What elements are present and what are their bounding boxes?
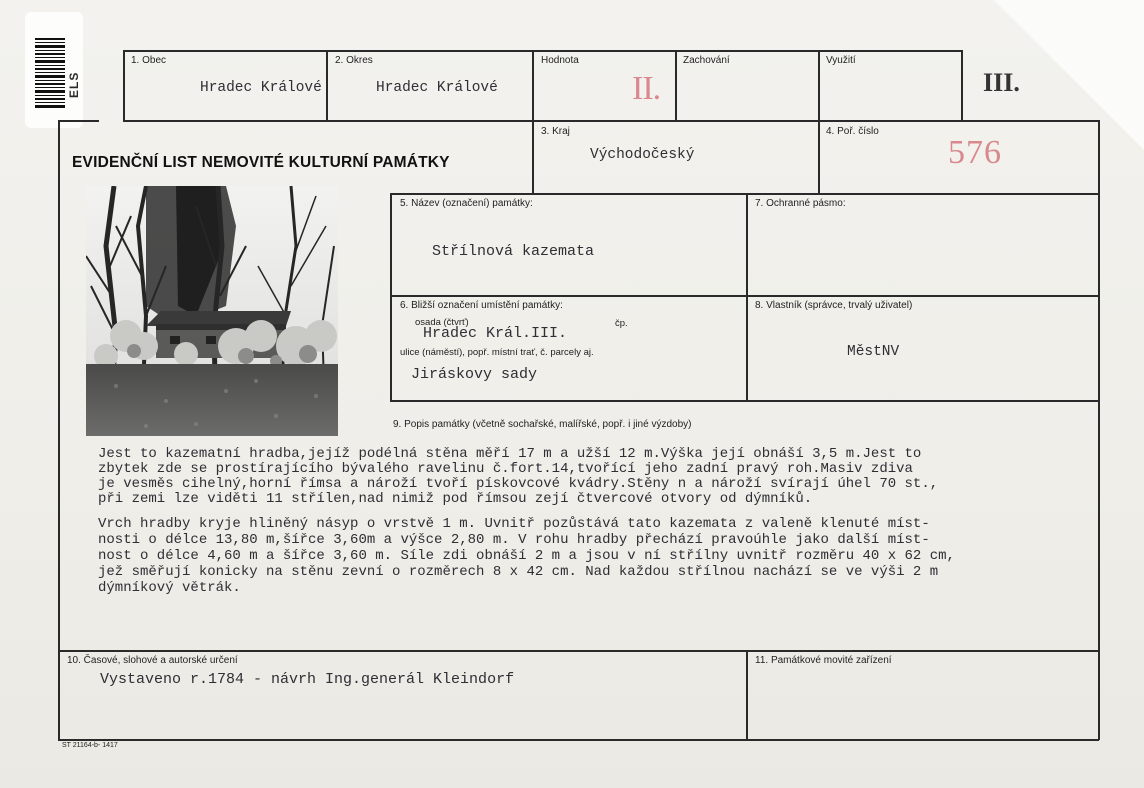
okres-value: Hradec Králové xyxy=(376,80,498,96)
popis-label: 9. Popis památky (včetně sochařské, malířské, popř. i jiné výzdoby) xyxy=(393,419,692,430)
vyuziti-label: Využití xyxy=(826,55,856,66)
popis-line: jež směřují konicky na stěnu zevní o rozměrech 8 x 42 cm. Nad každou střílnou nachází se ve výši 2 m xyxy=(98,564,939,580)
popis-line: dýmníkový větrák. xyxy=(98,580,241,596)
barcode-icon xyxy=(35,38,65,108)
monument-photo xyxy=(86,186,338,436)
obec-label: 1. Obec xyxy=(131,55,167,66)
vlastnik-value: MěstNV xyxy=(847,344,900,360)
hodnota-label: Hodnota xyxy=(541,55,579,66)
nazev-value: Střílnová kazemata xyxy=(432,243,595,260)
movite-label: 11. Památkové movité zařízení xyxy=(755,655,892,666)
urceni-label: 10. Časové, slohové a autorské určení xyxy=(67,655,238,666)
barcode-label xyxy=(25,12,83,128)
popis-line: při zemi lze viděti 11 střílen,nad nimiž pod římsou zejí čtvercové otvory od dýmníků. xyxy=(98,491,813,507)
ulice-value: Jiráskovy sady xyxy=(411,366,538,383)
por-cislo-label: 4. Poř. číslo xyxy=(826,126,879,137)
popis-line: Jest to kazematní hradba,jejíž podélná stěna měří 17 m a užší 12 m.Výška její obnáší 3,5 m.Jest to xyxy=(98,446,922,462)
label-code: ELS xyxy=(67,71,81,98)
hodnota-value: II. xyxy=(632,70,661,107)
ochranne-pasmo-label: 7. Ochranné pásmo: xyxy=(755,198,846,209)
footer-code: ST 21164-b- 1417 xyxy=(62,742,118,749)
por-cislo-value: 576 xyxy=(948,134,1002,171)
zachovani-label: Zachování xyxy=(683,55,730,66)
umisteni-label: 6. Bližší označení umístění památky: xyxy=(400,300,563,311)
ulice-label: ulice (náměstí), popř. místní trať, č. parcely aj. xyxy=(400,347,594,358)
kraj-value: Východočeský xyxy=(590,147,695,163)
osada-value: Hradec Král.III. xyxy=(423,325,568,342)
popis-line: zbytek zde se prostírajícího bývalého ravelinu č.fort.14,tvořící jeho zadní pravý roh.Masiv zdiva xyxy=(98,461,913,477)
okres-label: 2. Okres xyxy=(335,55,373,66)
osada-label: osada (čtvrť) xyxy=(415,317,469,328)
nazev-label: 5. Název (označení) památky: xyxy=(400,198,533,209)
popis-line: Vrch hradby kryje hliněný násyp o vrstvě 1 m. Uvnitř pozůstává tato kazemata z valeně klenuté míst- xyxy=(98,516,930,532)
popis-line: nosti o délce 13,80 m,šířce 3,60m a výšce 2,80 m. V rohu hradby přechází pravoúhle jako další míst- xyxy=(98,532,930,548)
form-title: EVIDENČNÍ LIST NEMOVITÉ KULTURNÍ PAMÁTKY xyxy=(72,154,450,171)
popis-line: nost o délce 4,60 m a šířce 3,60 m. Síle zdi obnáší 2 m a jsou v ní střílny uvnitř rozměru 40 x 62 cm, xyxy=(98,548,955,564)
vlastnik-label: 8. Vlastník (správce, trvalý uživatel) xyxy=(755,300,913,311)
obec-value: Hradec Králové xyxy=(200,80,322,96)
cp-label: čp. xyxy=(615,318,628,329)
corner-mark: III. xyxy=(983,68,1020,97)
photo-image xyxy=(86,186,338,436)
urceni-value: Vystaveno r.1784 - návrh Ing.generál Kleindorf xyxy=(100,671,515,688)
popis-line: je vesměs cihelný,horní římsa a nároží tvoří pískovcové kvádry.Stěny n a nároží svírají úhel 70 st., xyxy=(98,476,939,492)
kraj-label: 3. Kraj xyxy=(541,126,570,137)
